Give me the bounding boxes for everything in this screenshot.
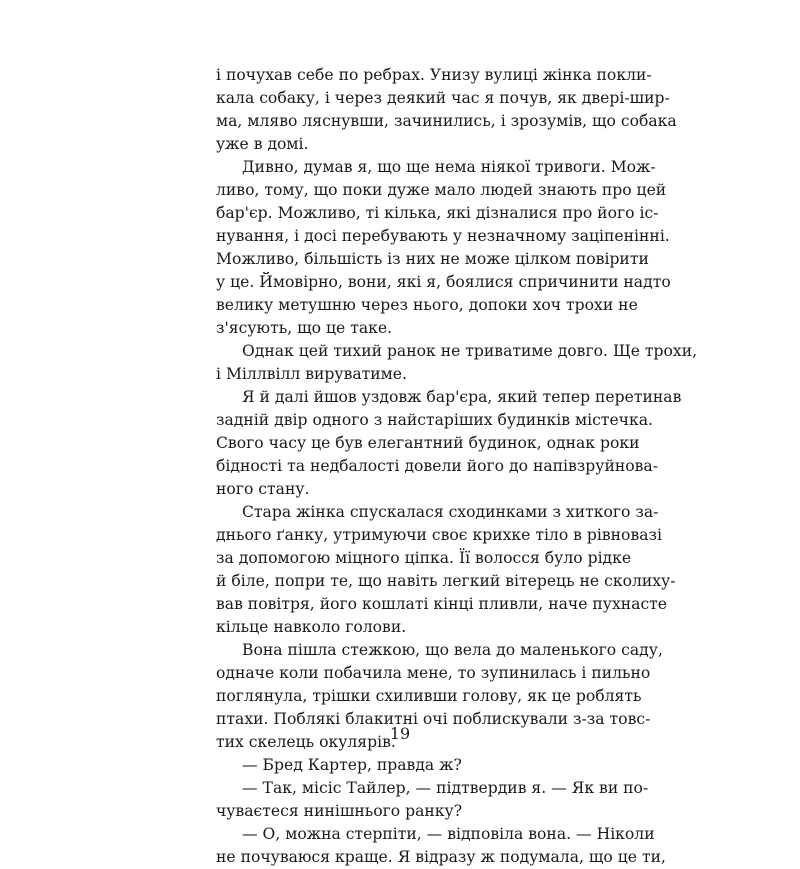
text-line: бар'єр. Можливо, ті кілька, які дізналися про його іс- (216, 204, 659, 222)
text-line: бідності та недбалості довели його до напівзруйнова- (216, 457, 658, 475)
text-line: вав повітря, його кошлаті кінці пливли, наче пухнасте (216, 595, 668, 613)
text-line: і Міллвілл вируватиме. (216, 365, 407, 383)
text-line: з'ясують, що це таке. (216, 319, 393, 337)
text-line: одначе коли побачила мене, то зупинилась і пильно (216, 664, 651, 682)
text-line: й біле, попри те, що навіть легкий вітерець не сколиху- (216, 572, 676, 590)
text-line: ного стану. (216, 480, 310, 498)
text-line: Свого часу це був елегантний будинок, однак роки (216, 434, 640, 452)
text-line: птахи. Поблякі блакитні очі поблискували з-за товс- (216, 710, 651, 728)
text-line: днього ґанку, утримуючи своє крихке тіло в рівновазі (216, 526, 663, 544)
text-line: Я й далі йшов уздовж бар'єра, який тепер перетинав (242, 388, 682, 406)
text-line: за допомогою міцного ціпка. Її волосся було рідке (216, 549, 632, 567)
text-line: кала собаку, і через деякий час я почув, як двері-шир- (216, 89, 670, 107)
text-line: ма, мляво ляснувши, зачинились, і зрозумів, що собака (216, 112, 677, 130)
text-line: — О, можна стерпіти, — відповіла вона. — Ніколи (242, 825, 655, 843)
text-line: у це. Ймовірно, вони, які я, боялися спричинити надто (216, 273, 671, 291)
text-line: не почуваюся краще. Я відразу ж подумала, що це ти, (216, 848, 666, 866)
text-line: уже в домі. (216, 135, 309, 153)
text-line: велику метушню через нього, допоки хоч трохи не (216, 296, 638, 314)
text-line: ливо, тому, що поки дуже мало людей знають про цей (216, 181, 667, 199)
page-number: 19 (389, 724, 411, 743)
text-line: Однак цей тихий ранок не триватиме довго. Ще трохи, (242, 342, 698, 360)
text-line: і почухав себе по ребрах. Унизу вулиці жінка покли- (216, 66, 652, 84)
text-line: задній двір одного з найстаріших будинків містечка. (216, 411, 653, 429)
text-line: Вона пішла стежкою, що вела до маленького саду, (242, 641, 663, 659)
text-line: чуваєтеся нинішнього ранку? (216, 802, 463, 820)
body-text (216, 64, 698, 869)
text-line: Стара жінка спускалася сходинками з хиткого за- (242, 503, 659, 521)
text-line: — Так, місіс Тайлер, — підтвердив я. — Як ви по- (242, 779, 649, 797)
text-line: Дивно, думав я, що ще нема ніякої тривоги. Мож- (242, 158, 656, 176)
text-line: тих скелець окулярів. (216, 733, 396, 751)
text-line: поглянула, трішки схиливши голову, як це роблять (216, 687, 642, 705)
text-line: кільце навколо голови. (216, 618, 407, 636)
text-line: — Бред Картер, правда ж? (242, 756, 462, 774)
text-line: нування, і досі перебувають у незначному заціпенінні. (216, 227, 670, 245)
text-line: Можливо, більшість із них не може цілком повірити (216, 250, 649, 268)
